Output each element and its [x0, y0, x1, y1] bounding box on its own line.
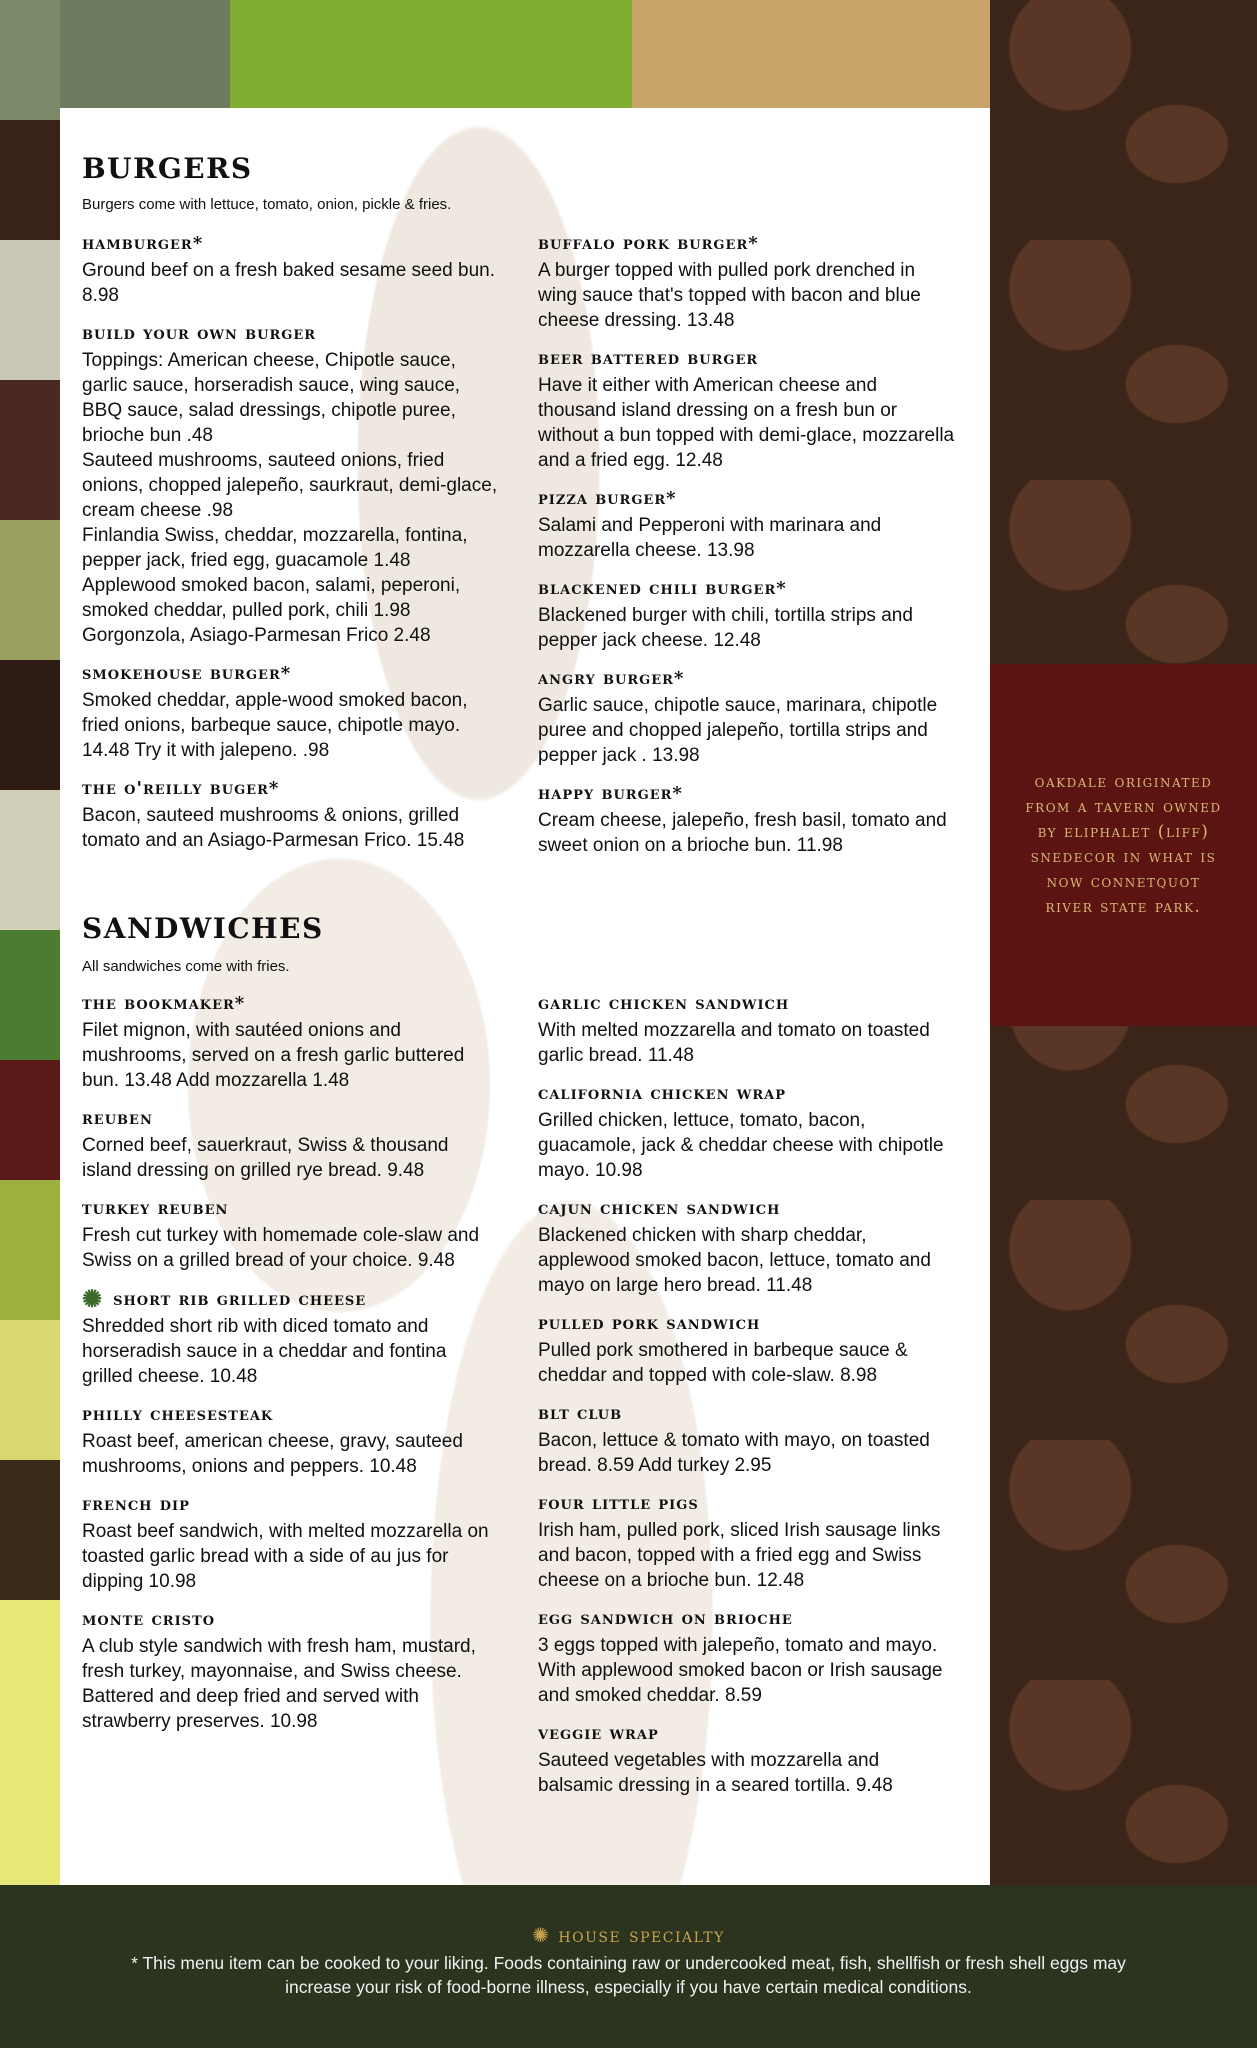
sandwiches-subtitle: All sandwiches come with fries.: [82, 958, 290, 975]
menu-item-description-line: Garlic sauce, chipotle sauce, marinara, chipotle puree and chopped jalepeño, tortilla strips and pepper jack . 13.98: [538, 695, 938, 766]
menu-item-name-text: cajun chicken sandwich: [538, 1198, 781, 1219]
menu-item-name: [538, 667, 958, 691]
house-specialty-icon: ✺: [82, 1284, 104, 1313]
menu-item-description-line: Pulled pork smothered in barbeque sauce & cheddar and topped with cole-slaw. 8.98: [538, 1340, 908, 1386]
menu-item-name-text: short rib grilled cheese: [113, 1289, 367, 1310]
menu-item-description-line: Blackened chicken with sharp cheddar, applewood smoked bacon, lettuce, tomato and mayo on large hero bread. 11.48: [538, 1225, 931, 1296]
menu-item-name: [538, 1402, 958, 1426]
menu-item-description-line: Bacon, lettuce & tomato with mayo, on toasted bread. 8.59 Add turkey 2.95: [538, 1430, 930, 1476]
menu-item: [538, 232, 958, 333]
menu-item-description-line: Fresh cut turkey with homemade cole-slaw and Swiss on a grilled bread of your choice. 9.48: [82, 1225, 480, 1271]
menu-item: [82, 1608, 502, 1734]
top-decorative-band-green: [230, 0, 632, 108]
menu-item-name: [82, 322, 502, 346]
menu-item-name-text: blackened chili burger*: [538, 578, 787, 599]
menu-item-name-text: philly cheesesteak: [82, 1404, 274, 1425]
menu-item-description: [82, 1314, 502, 1389]
menu-item-name-text: happy burger*: [538, 783, 683, 804]
menu-item: [82, 322, 502, 648]
menu-item-name-text: build your own burger: [82, 323, 317, 344]
menu-item-name: [82, 1493, 502, 1517]
menu-item-description-line: Toppings: American cheese, Chipotle sauce, garlic sauce, horseradish sauce, wing sauce, BBQ sauce, salad dressings, chipotle puree, brioche bun .48: [82, 350, 461, 446]
menu-item-description-line: 3 eggs topped with jalepeño, tomato and mayo. With applewood smoked bacon or Irish sausage and smoked cheddar. 8.59: [538, 1635, 943, 1706]
menu-item-name: [538, 232, 958, 256]
menu-item: [82, 1107, 502, 1183]
menu-item-description-line: Smoked cheddar, apple-wood smoked bacon, fried onions, barbeque sauce, chipotle mayo. 14.48 Try it with jalepeno. .98: [82, 690, 468, 761]
menu-item-name-text: pizza burger*: [538, 488, 677, 509]
menu-item: [82, 1403, 502, 1479]
top-decorative-band-tan: [632, 0, 990, 108]
menu-item-description: [538, 1748, 958, 1798]
sandwiches-left-column: [82, 992, 502, 1748]
menu-item: [82, 1493, 502, 1594]
house-specialty-icon: ✺: [532, 1923, 551, 1947]
menu-item-description-line: A burger topped with pulled pork drenched in wing sauce that's topped with bacon and blue cheese dressing. 13.48: [538, 260, 921, 331]
menu-item: [538, 782, 958, 858]
menu-item-name-text: four little pigs: [538, 1493, 699, 1514]
menu-item-name: [538, 1492, 958, 1516]
menu-item-description-line: Corned beef, sauerkraut, Swiss & thousand island dressing on grilled rye bread. 9.48: [82, 1135, 449, 1181]
menu-item-name-text: the o'reilly buger*: [82, 778, 280, 799]
menu-item: [82, 1197, 502, 1273]
menu-item-description: [538, 1338, 958, 1388]
menu-item-description-line: Roast beef sandwich, with melted mozzarella on toasted garlic bread with a side of au jus for dipping 10.98: [82, 1521, 489, 1592]
menu-item-description: [538, 808, 958, 858]
menu-item-description-line: Bacon, sauteed mushrooms & onions, grilled tomato and an Asiago-Parmesan Frico. 15.48: [82, 805, 465, 851]
menu-item-name: [538, 782, 958, 806]
menu-item-name: [82, 777, 502, 801]
menu-item-description: [538, 1108, 958, 1183]
menu-item-name: [538, 1082, 958, 1106]
history-quote-text: oakdale originated from a tavern owned by eliphalet (liff) snedecor in what is now connetquot river state park.: [1025, 772, 1222, 917]
menu-item-description: [82, 1133, 502, 1183]
menu-item: [538, 1197, 958, 1298]
menu-item: [538, 1492, 958, 1593]
footer-title: [0, 1923, 1257, 1947]
menu-item-description: [82, 258, 502, 308]
menu-item-name-text: turkey reuben: [82, 1198, 229, 1219]
menu-item-description-line: Salami and Pepperoni with marinara and mozzarella cheese. 13.98: [538, 515, 882, 561]
menu-item-name: [82, 1608, 502, 1632]
menu-item-name-text: beer battered burger: [538, 348, 759, 369]
menu-item-description: [538, 603, 958, 653]
menu-item-name-text: blt club: [538, 1403, 623, 1424]
menu-item-description-line: Applewood smoked bacon, salami, peperoni, smoked cheddar, pulled pork, chili 1.98: [82, 575, 461, 621]
footer-title-text: house specialty: [558, 1923, 725, 1947]
menu-item-name-text: veggie wrap: [538, 1723, 659, 1744]
menu-item-name: [82, 1284, 502, 1313]
menu-item-name: [538, 1312, 958, 1336]
menu-item-description: [538, 1223, 958, 1298]
menu-item-name: [538, 992, 958, 1016]
menu-item: [538, 1082, 958, 1183]
menu-item-description: [538, 373, 958, 473]
menu-item-description: [538, 1428, 958, 1478]
menu-item-description-line: Gorgonzola, Asiago-Parmesan Frico 2.48: [82, 625, 431, 646]
menu-item-description: [538, 1018, 958, 1068]
menu-item: [538, 577, 958, 653]
menu-item-description: [82, 1223, 502, 1273]
menu-content: [60, 108, 990, 1885]
menu-item-description-line: Blackened burger with chili, tortilla strips and pepper jack cheese. 12.48: [538, 605, 913, 651]
menu-item-description-line: Roast beef, american cheese, gravy, sauteed mushrooms, onions and peppers. 10.48: [82, 1431, 463, 1477]
menu-item-description: [82, 1519, 502, 1594]
menu-item-description: [82, 1634, 502, 1734]
menu-item-description: [82, 1429, 502, 1479]
history-quote-box: [990, 664, 1257, 1026]
menu-item-description-line: A club style sandwich with fresh ham, mustard, fresh turkey, mayonnaise, and Swiss cheese. Battered and deep fried and served with strawberry preserves. 10.98: [82, 1636, 476, 1732]
sandwiches-right-column: [538, 992, 958, 1812]
menu-item: [538, 1402, 958, 1478]
menu-item-name: [82, 1197, 502, 1221]
menu-item-description: [82, 803, 502, 853]
menu-item-description-line: Ground beef on a fresh baked sesame seed bun. 8.98: [82, 260, 495, 306]
menu-item: [82, 232, 502, 308]
menu-item-description-line: Shredded short rib with diced tomato and horseradish sauce in a cheddar and fontina grilled cheese. 10.48: [82, 1316, 447, 1387]
menu-item-name: [538, 1607, 958, 1631]
menu-item: [538, 667, 958, 768]
menu-item-name-text: reuben: [82, 1108, 153, 1129]
menu-item: [538, 347, 958, 473]
menu-item-name-text: monte cristo: [82, 1609, 216, 1630]
menu-item-name: [82, 1107, 502, 1131]
menu-item-name: [82, 232, 502, 256]
burgers-left-column: [82, 232, 502, 867]
sandwiches-title: SANDWICHES: [82, 912, 324, 945]
footer-disclaimer: * This menu item can be cooked to your liking. Foods containing raw or undercooked meat, fish, shellfish or fresh shell eggs may increase your risk of food-borne illness, especially if you have certain medical conditions.: [131, 1953, 1126, 1997]
menu-item-description-line: Cream cheese, jalepeño, fresh basil, tomato and sweet onion on a brioche bun. 11.98: [538, 810, 947, 856]
menu-item: [82, 992, 502, 1093]
menu-item-name: [538, 577, 958, 601]
burgers-title: BURGERS: [82, 152, 253, 185]
menu-item-name: [538, 1197, 958, 1221]
menu-item-description: [82, 1018, 502, 1093]
menu-item-description-line: Sauteed mushrooms, sauteed onions, fried onions, chopped jalepeño, saurkraut, demi-glace, cream cheese .98: [82, 450, 498, 521]
menu-item-description-line: Have it either with American cheese and thousand island dressing on a fresh bun or without a bun topped with demi-glace, mozzarella and a fried egg. 12.48: [538, 375, 955, 471]
menu-item: [82, 662, 502, 763]
menu-item-name-text: hamburger*: [82, 233, 204, 254]
menu-item-description: [538, 513, 958, 563]
menu-item: [538, 1312, 958, 1388]
menu-item-description-line: Finlandia Swiss, cheddar, mozzarella, fontina, pepper jack, fried egg, guacamole 1.48: [82, 525, 468, 571]
left-decorative-strip: [0, 0, 60, 1885]
menu-item-description-line: Irish ham, pulled pork, sliced Irish sausage links and bacon, topped with a fried egg and Swiss cheese on a brioche bun. 12.48: [538, 1520, 941, 1591]
menu-item: [538, 992, 958, 1068]
menu-item-description: [538, 258, 958, 333]
menu-item: [82, 777, 502, 853]
menu-item-name: [82, 1403, 502, 1427]
menu-item-name-text: california chicken wrap: [538, 1083, 787, 1104]
menu-item-description: [82, 348, 502, 648]
menu-item-name: [82, 662, 502, 686]
menu-item: [538, 487, 958, 563]
menu-item: [538, 1607, 958, 1708]
menu-item-name: [538, 347, 958, 371]
menu-item-description-line: Sauteed vegetables with mozzarella and balsamic dressing in a seared tortilla. 9.48: [538, 1750, 893, 1796]
menu-item-name-text: pulled pork sandwich: [538, 1313, 761, 1334]
menu-item-name-text: garlic chicken sandwich: [538, 993, 790, 1014]
footer: [0, 1885, 1257, 2048]
menu-item-name-text: egg sandwich on brioche: [538, 1608, 793, 1629]
menu-item-description-line: Grilled chicken, lettuce, tomato, bacon, guacamole, jack & cheddar cheese with chipotle mayo. 10.98: [538, 1110, 944, 1181]
burgers-right-column: [538, 232, 958, 872]
menu-item-description-line: Filet mignon, with sautéed onions and mushrooms, served on a fresh garlic buttered bun. 13.48 Add mozzarella 1.48: [82, 1020, 465, 1091]
menu-item-name: [538, 1722, 958, 1746]
menu-item-description-line: With melted mozzarella and tomato on toasted garlic bread. 11.48: [538, 1020, 930, 1066]
top-decorative-band-left: [60, 0, 230, 108]
menu-item-name-text: french dip: [82, 1494, 190, 1515]
menu-item-description: [538, 1633, 958, 1708]
menu-item: [82, 1284, 502, 1389]
menu-item-name-text: angry burger*: [538, 668, 685, 689]
menu-item-name: [538, 487, 958, 511]
menu-item-description: [538, 693, 958, 768]
menu-item: [538, 1722, 958, 1798]
menu-item-name-text: buffalo pork burger*: [538, 233, 759, 254]
menu-item-description: [82, 688, 502, 763]
menu-item-name: [82, 992, 502, 1016]
menu-item-name-text: smokehouse burger*: [82, 663, 292, 684]
burgers-subtitle: Burgers come with lettuce, tomato, onion, pickle & fries.: [82, 196, 452, 213]
menu-item-name-text: the bookmaker*: [82, 993, 246, 1014]
menu-item-description: [538, 1518, 958, 1593]
